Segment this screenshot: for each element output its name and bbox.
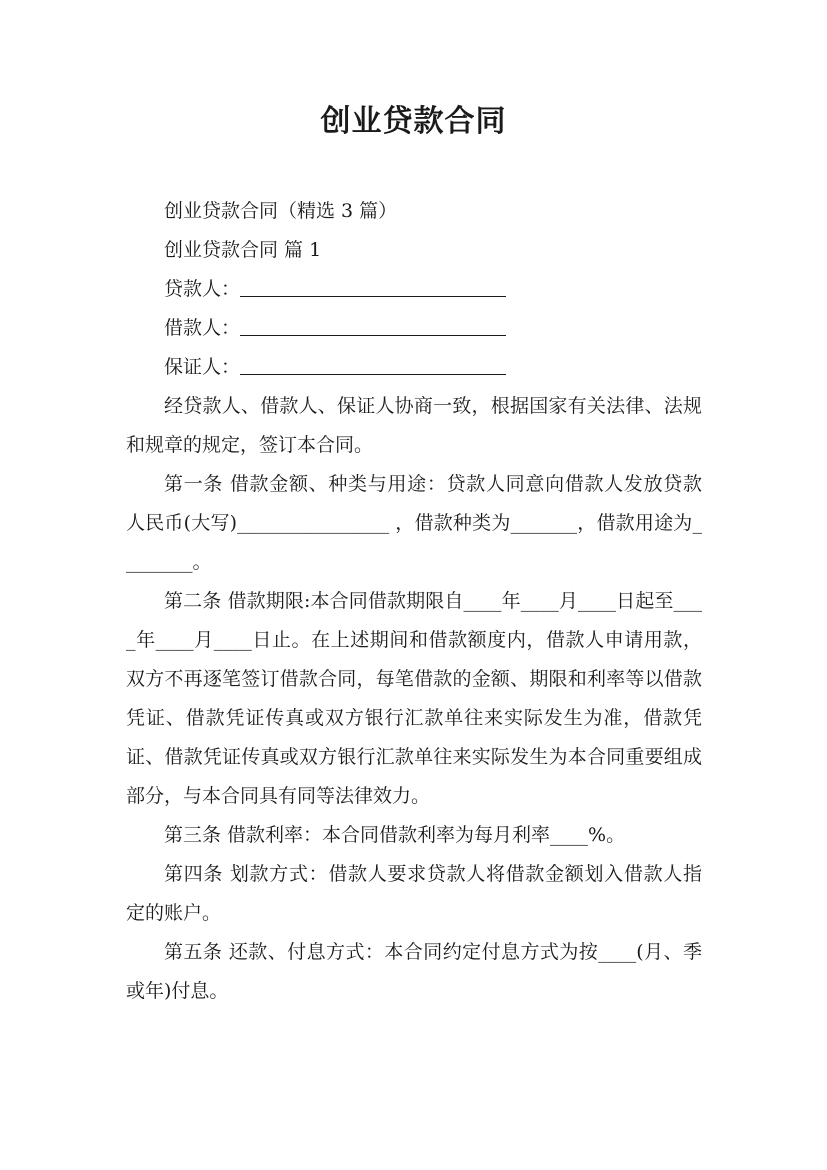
- guarantor-label: 保证人：: [164, 356, 241, 378]
- article-5: 第五条 还款、付息方式：本合同约定付息方式为按____(月、季或年)付息。: [126, 941, 702, 1002]
- article-1: 第一条 借款金额、种类与用途：贷款人同意向借款人发放贷款人民币(大写)________________ ，借款种类为_______，借款用途为________。: [126, 473, 702, 573]
- lender-label: 贷款人：: [164, 278, 241, 300]
- guarantor-line: [126, 348, 702, 387]
- borrower-label: 借款人：: [164, 317, 241, 339]
- borrower-line: [126, 309, 702, 348]
- article-4: 第四条 划款方式：借款人要求贷款人将借款金额划入借款人指定的账户。: [126, 863, 702, 924]
- document-body: [126, 192, 702, 1011]
- section-heading: 创业贷款合同 篇 1: [164, 239, 322, 261]
- document-subtitle: 创业贷款合同（精选 3 篇）: [164, 200, 398, 222]
- document-title: 创业贷款合同: [320, 104, 507, 139]
- lender-line: [126, 270, 702, 309]
- lender-blank: [240, 277, 506, 297]
- borrower-blank: [240, 316, 506, 336]
- intro-paragraph: 经贷款人、借款人、保证人协商一致，根据国家有关法律、法规和规章的规定，签订本合同。: [126, 395, 702, 456]
- article-3: 第三条 借款利率：本合同借款利率为每月利率____%。: [164, 824, 626, 846]
- guarantor-blank: [240, 355, 506, 375]
- article-2: 第二条 借款期限:本合同借款期限自____年____月____日起至____年____月____日止。在上述期间和借款额度内，借款人申请用款，双方不再逐笔签订借款合同，每笔借款的金额、期限和利率等以借款凭证、借款凭证传真或双方银行汇款单往来实际发生为准，借款凭证、借款凭证传真或双方银行汇款单往来实际发生为本合同重要组成部分，与本合同具有同等法律效力。: [126, 590, 702, 807]
